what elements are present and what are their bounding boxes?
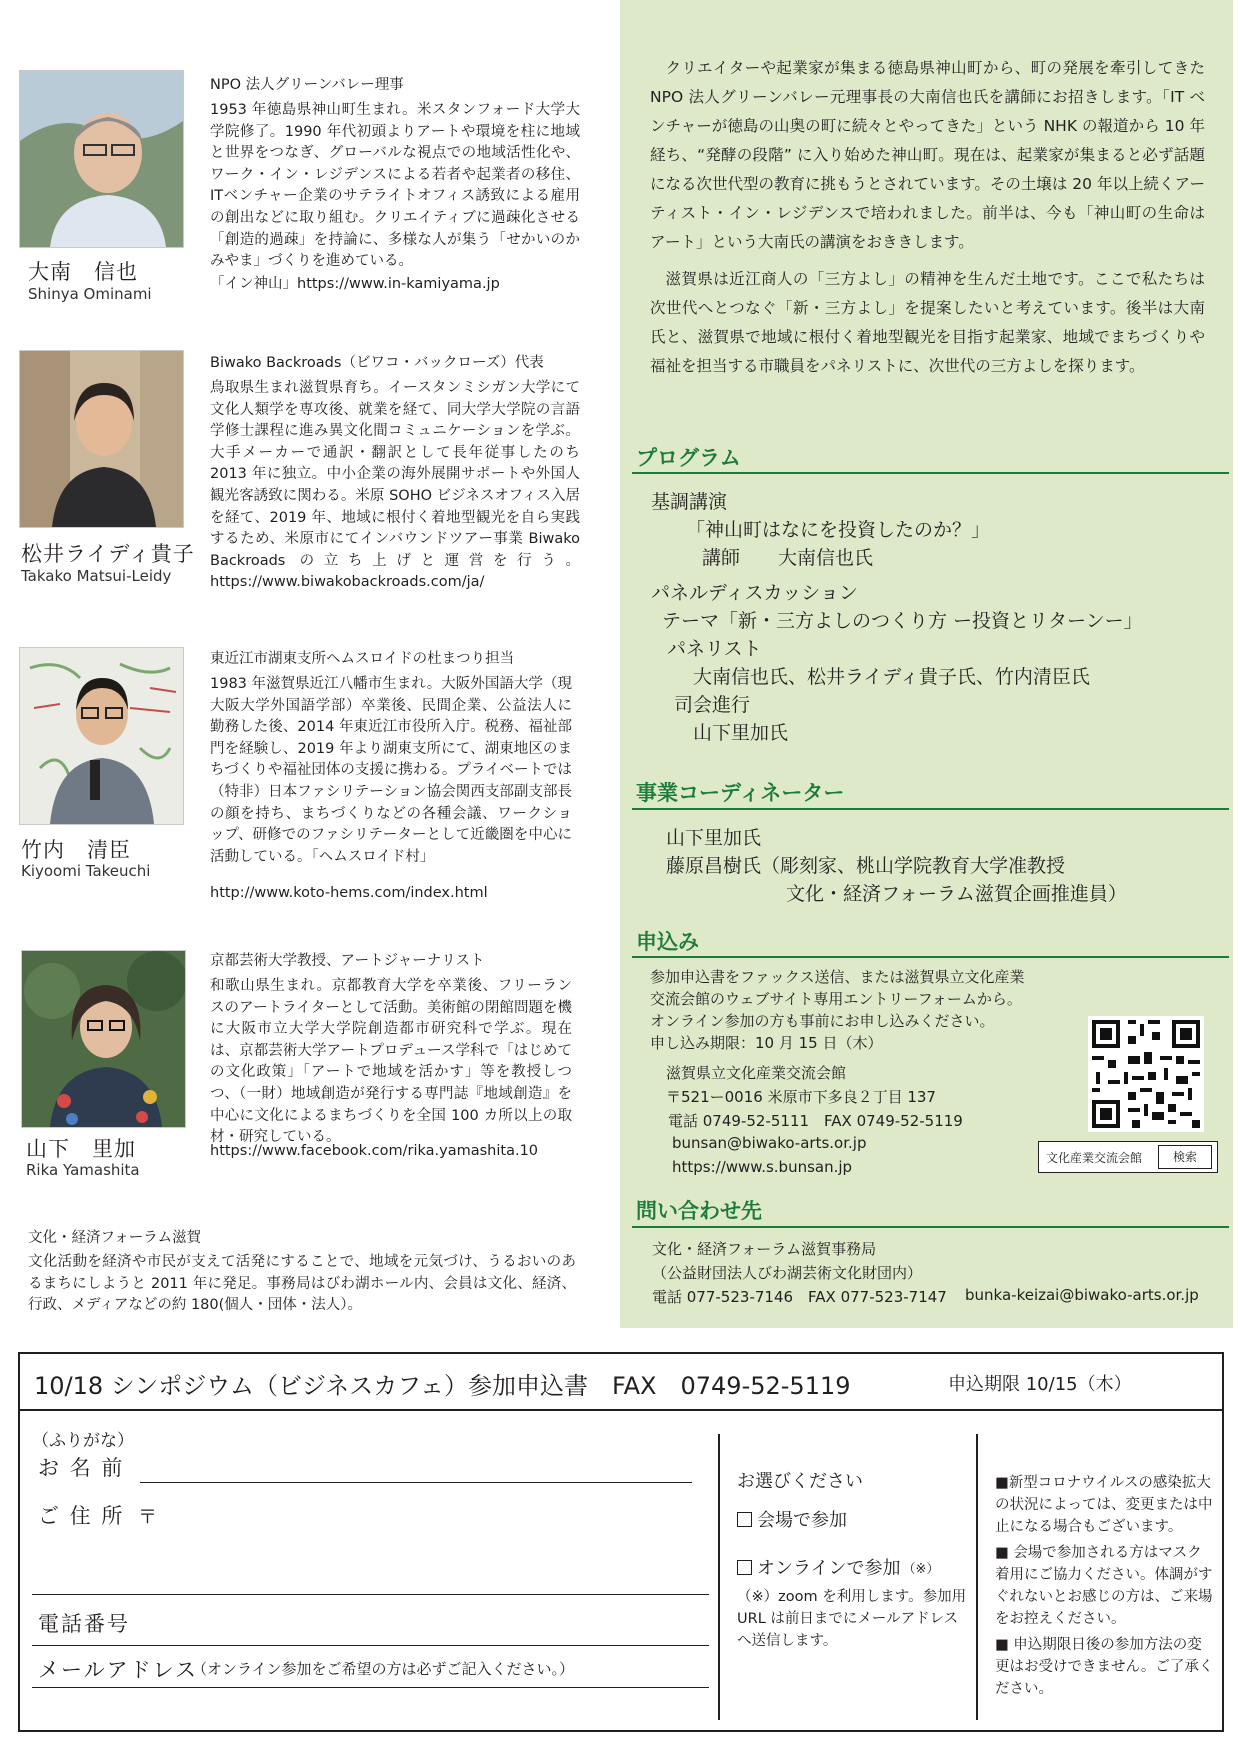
apply-heading: 申込み [636, 930, 699, 954]
speaker-name-ja: 大南 信也 [28, 260, 138, 284]
form-deadline: 申込期限 10/15（木） [948, 1374, 1132, 1395]
address-label: ご 住 所 [38, 1504, 125, 1528]
contact-heading-rule [632, 1226, 1229, 1228]
contact-tel-fax: 電話 077-523-7146 FAX 077-523-7147 [652, 1288, 947, 1306]
address-input-line[interactable] [32, 1594, 709, 1595]
search-text: 文化産業交流会館 [1046, 1151, 1143, 1165]
speaker-photo-ominami [19, 70, 184, 248]
apply-heading-rule [632, 956, 1229, 958]
program-moderator-label: 司会進行 [674, 694, 751, 716]
choose-label: お選びください [737, 1471, 863, 1492]
furigana-label: （ふりがな） [32, 1431, 134, 1451]
option-online[interactable] [737, 1554, 939, 1580]
email-note: （オンライン参加をご希望の方は必ずご記入ください。） [192, 1660, 575, 1678]
program-heading: プログラム [636, 446, 741, 470]
speaker-photo-takeuchi [19, 647, 184, 825]
program-heading-rule [632, 472, 1229, 474]
coordinator-heading-rule [632, 808, 1229, 810]
intro-paragraph-2: 滋賀県は近江商人の「三方よし」の精神を生んだ土地です。ここで私たちは次世代へとつなぐ「新・三方よし」を提案したいと考えています。後半は大南氏と、滋賀県で地域に根付く着地型観光を目指す起業家、地域でまちづくりや福祉を担当する市職員をパネリストに、次世代の三方よしを探ります。 [650, 270, 1205, 375]
apply-line-2: 交流会館のウェブサイト専用エントリーフォームから。 [650, 990, 1022, 1008]
name-input-line[interactable] [140, 1482, 692, 1483]
postal-mark: 〒 [138, 1506, 158, 1528]
speaker-name-ja: 竹内 清臣 [21, 838, 131, 862]
speaker-photo-yamashita [21, 950, 186, 1128]
program-panel-label: パネルディスカッション [651, 582, 858, 604]
forum-title: 文化・経済フォーラム滋賀 [28, 1230, 202, 1246]
venue-checkbox[interactable] [737, 1512, 752, 1527]
email-input-line[interactable] [32, 1687, 709, 1688]
speaker-bio: 鳥取県生まれ滋賀県育ち。イースタンミシガン大学にて文化人類学を専攻後、就業を経て、同大学大学院の言語学修士課程に進み異文化間コミュニケーションを学ぶ。大手メーカーで通訳・翻訳として長年従事したのち 2013 年に独立。中小企業の海外展開サポートや外国人観光客誘致に関わる。米原 SOHO ビジネスオフィス入居を経て、2019 年、地域に根付く着地型観光を自ら実践するため、米原市にてインバウンドツアー事業 Biwako Backroads の立ち上げと運営を行う。https://www.biwakobackroads.com/ja/ [210, 380, 580, 591]
apply-email[interactable]: bunsan@biwako-arts.or.jp [672, 1134, 867, 1152]
speaker-name-en: Takako Matsui-Leidy [21, 567, 172, 585]
qr-code [1088, 1016, 1204, 1132]
contact-line-1: 文化・経済フォーラム滋賀事務局 [652, 1240, 877, 1258]
email-label: メールアドレス [38, 1658, 198, 1682]
coordinator-line-2: 藤原昌樹氏（彫刻家、桃山学院教育大学准教授 [666, 855, 1066, 877]
speaker-url[interactable]: http://www.koto-hems.com/index.html [210, 885, 488, 901]
program-keynote-title: 「神山町はなにを投資したのか？」 [686, 519, 991, 541]
search-box[interactable] [1038, 1141, 1218, 1173]
apply-line-3: オンライン参加の方も事前にお申し込みください。 [650, 1012, 995, 1030]
option-online-mark: （※） [902, 1561, 940, 1577]
coordinator-line-3: 文化・経済フォーラム滋賀企画推進員） [786, 883, 1127, 905]
contact-heading: 問い合わせ先 [636, 1199, 762, 1223]
speaker-url[interactable]: 「イン神山」https://www.in-kamiyama.jp [210, 276, 500, 292]
speaker-role: Biwako Backroads（ビワコ・バックローズ）代表 [210, 355, 544, 371]
apply-tel-fax: 電話 0749-52-5111 FAX 0749-52-5119 [668, 1112, 963, 1130]
program-theme: テーマ「新・三方よしのつくり方 ー投資とリターンー」 [662, 610, 1143, 632]
notice-2: ■ 会場で参加される方はマスク着用にご協力ください。体調がすぐれないとお感じの方は、ご来場をお控えください。 [995, 1545, 1213, 1627]
speaker-name-ja: 山下 里加 [26, 1137, 136, 1161]
speaker-role: NPO 法人グリーンバレー理事 [210, 77, 404, 93]
search-button[interactable]: 検索 [1158, 1145, 1212, 1169]
notice-1: ■新型コロナウイルスの感染拡大の状況によっては、変更または中止になる場合もございます。 [995, 1475, 1213, 1535]
speaker-photo-matsui [19, 350, 184, 528]
form-divider-2 [976, 1434, 978, 1720]
coordinator-line-1: 山下里加氏 [666, 827, 762, 849]
option-venue-label: 会場で参加 [757, 1510, 847, 1531]
speaker-name-ja: 松井ライディ貴子 [21, 542, 195, 566]
contact-email[interactable]: bunka-keizai@biwako-arts.or.jp [965, 1286, 1199, 1304]
apply-website[interactable]: https://www.s.bunsan.jp [672, 1158, 853, 1176]
coordinator-heading: 事業コーディネーター [636, 781, 845, 805]
notice-3: ■ 申込期限日後の参加方法の変更はお受けできません。ご了承ください。 [995, 1637, 1214, 1697]
registration-form [18, 1352, 1224, 1732]
program-panelists: 大南信也氏、松井ライディ貴子氏、竹内清臣氏 [693, 666, 1090, 688]
speaker-url[interactable]: https://www.facebook.com/rika.yamashita.10 [210, 1143, 539, 1159]
form-header [20, 1354, 1222, 1411]
program-keynote-label: 基調講演 [651, 491, 728, 513]
form-title: 10/18 シンポジウム（ビジネスカフェ）参加申込書 FAX 0749-52-5119 [34, 1372, 851, 1400]
phone-input-line[interactable] [32, 1645, 709, 1646]
program-panelists-label: パネリスト [667, 638, 762, 660]
form-divider-1 [718, 1434, 720, 1720]
speaker-role: 東近江市湖東支所ヘムスロイドの杜まつり担当 [210, 651, 515, 667]
program-lecturer: 講師 大南信也氏 [702, 547, 874, 569]
speaker-bio: 1953 年徳島県神山町生まれ。米スタンフォード大学大学院修了。1990 年代初頭よりアートや環境を柱に地域と世界をつなぎ、グローバルな視点での地域活性化や、ワーク・イン・レジデンスによる若者や起業者の移住、ITベンチャー企業のサテライトオフィス誘致による雇用の創出などに取り組む。クリエイティブに過疎化させる「創造的過疎」を持論に、多様な人が集う「せかいのかみやま」づくりを進めている。 [210, 102, 580, 270]
option-online-label: オンラインで参加 [757, 1558, 901, 1579]
online-checkbox[interactable] [737, 1560, 752, 1575]
speaker-name-en: Kiyoomi Takeuchi [21, 862, 151, 880]
speaker-bio: 和歌山県生まれ。京都教育大学を卒業後、フリーランスのアートライターとして活動。美術館の閉館問題を機に大阪市立大学大学院創造都市研究科で学ぶ。現在は、京都芸術大学アートプロデュース学科で「はじめての文化政策」「アートで地域を活かす」等を教授しつつ、（一財）地域創造が発行する専門誌『地域創造』を中心に文化によるまちづくりを全国 100 カ所以上の取材・研究している。 [210, 978, 572, 1146]
speaker-bio: 1983 年滋賀県近江八幡市生まれ。大阪外国語大学（現大阪大学外国語学部）卒業後、民間企業、公益法人に勤務した後、2014 年東近江市役所入庁。税務、福祉部門を経験し、2019 年より湖東支所にて、湖東地区のまちづくりや福祉団体の支援に携わる。プライベートでは（特非）日本ファシリテーション協会関西支部副支部長の顔を持ち、まちづくりなどの各種会議、ワークショップ、研修でのファシリテーターとして近畿圏を中心に活動している。「ヘムスロイド村」 [210, 676, 572, 865]
option-venue[interactable] [737, 1506, 847, 1532]
apply-deadline: 申し込み期限：10 月 15 日（木） [650, 1034, 883, 1052]
contact-line-2: （公益財団法人びわ湖芸術文化財団内） [652, 1264, 923, 1282]
name-label: お 名 前 [38, 1456, 125, 1480]
speaker-name-en: Shinya Ominami [28, 285, 152, 303]
forum-description: 文化活動を経済や市民が支えて活発にすることで、地域を元気づけ、うるおいのあるまちにしようと 2011 年に発足。事務局はびわ湖ホール内、会員は文化、経済、行政、メディアなどの約 180(個人・団体・法人）。 [28, 1254, 576, 1314]
speaker-role: 京都芸術大学教授、アートジャーナリスト [210, 953, 485, 969]
program-moderator: 山下里加氏 [693, 722, 789, 744]
apply-org: 滋賀県立文化産業交流会館 [666, 1064, 847, 1082]
apply-address: 〒521ー0016 米原市下多良２丁目 137 [666, 1088, 936, 1106]
speaker-name-en: Rika Yamashita [26, 1161, 140, 1179]
phone-label: 電話番号 [38, 1612, 130, 1636]
zoom-note: （※）zoom を利用します。参加用 URL は前日までにメールアドレスへ送信します。 [737, 1589, 967, 1649]
apply-line-1: 参加申込書をファックス送信、または滋賀県立文化産業 [650, 968, 1025, 986]
intro-paragraph-1: クリエイターや起業家が集まる徳島県神山町から、町の発展を牽引してきた NPO 法人グリーンバレー元理事長の大南信也氏を講師にお招きします。「IT ベンチャーが徳島の山奥の町に続々とやってきた」という NHK の報道から 10 年経ち、“発酵の段階” に入り始めた神山町。現在は、起業家が集まると必ず話題になる次世代型の教育に挑もうとされています。その土壌は 20 年以上続くアーティスト・イン・レジデンスで培われました。前半は、今も「神山町の生命はアート」という大南氏の講演をおききします。 [650, 59, 1205, 251]
